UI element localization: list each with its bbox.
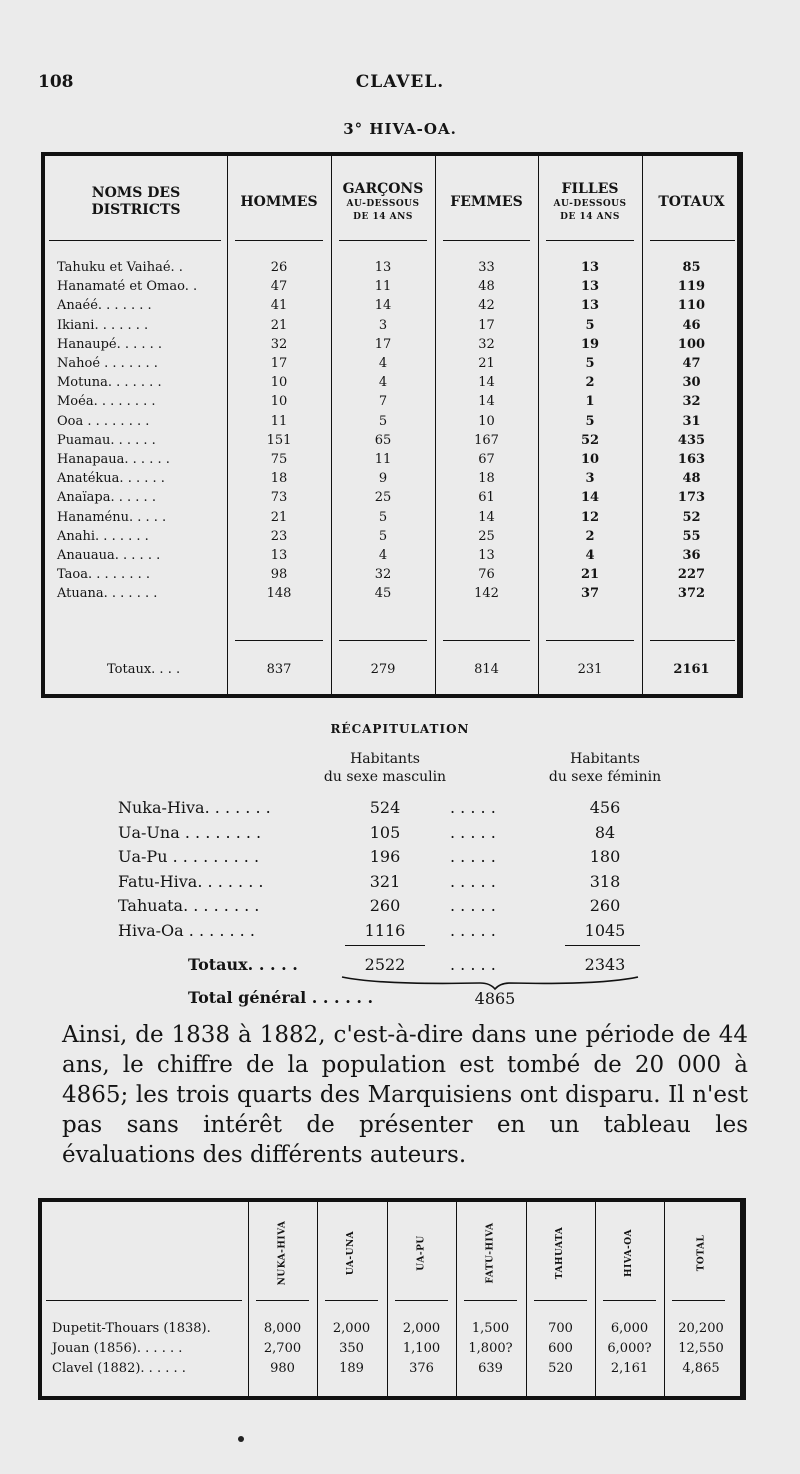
cell-totaux: 31 (682, 413, 701, 429)
header-tahuata: TAHUATA (555, 1226, 566, 1280)
district-name: Anauaua. . . . . . (57, 548, 161, 563)
table-row (45, 260, 737, 275)
cell-filles: 4 (585, 548, 595, 563)
recap-female: 260 (589, 896, 621, 915)
cell-value: 2,000 (332, 1321, 371, 1336)
cell-hommes: 17 (270, 356, 288, 371)
recap-male: 196 (369, 847, 401, 866)
cell-hommes: 11 (270, 413, 288, 429)
cell-totaux: 173 (677, 490, 706, 506)
district-name: Taoa. . . . . . . . (57, 567, 150, 583)
body-paragraph: Ainsi, de 1838 à 1882, c'est-à-dire dans une période de 44 ans, le chiffre de la population est tombé de 20 000 à 4865; les trois quarts des Marquisiens ont disparu. Il n'est pas sans intérêt de présenter en un tableau les évaluations des différents auteurs. (62, 1022, 748, 1168)
district-name: Ooa . . . . . . . . (57, 413, 150, 429)
cell-value: 1,500 (471, 1321, 510, 1336)
cell-femmes: 13 (478, 548, 495, 563)
cell-totaux: 435 (677, 432, 706, 448)
recap-dots: . . . . . (450, 871, 496, 891)
recap-row (0, 872, 800, 896)
table-row (45, 548, 737, 563)
recap-male: 105 (369, 822, 401, 842)
table-row (45, 279, 737, 294)
recap-male: 321 (369, 871, 401, 891)
recap-totals-female: 2343 (584, 955, 626, 974)
cell-totaux: 163 (677, 452, 706, 467)
recap-row (0, 798, 800, 822)
header-totaux: TOTAUX (658, 193, 725, 210)
cell-garcons: 4 (378, 548, 388, 563)
recap-dots: . . . . . (450, 798, 496, 817)
table-row (45, 490, 737, 505)
cell-garcons: 3 (378, 317, 388, 333)
cell-value: 350 (339, 1341, 364, 1356)
cell-garcons: 17 (374, 336, 392, 352)
totals-garcons: 279 (370, 662, 396, 677)
district-name: Atuana. . . . . . . (57, 586, 158, 602)
cell-value: 4,865 (682, 1361, 720, 1376)
recap-label: Tahuata. . . . . . . . (118, 896, 260, 915)
recap-label: Fatu-Hiva. . . . . . . (118, 871, 264, 891)
cell-hommes: 23 (270, 528, 288, 544)
running-title: CLAVEL. (355, 72, 445, 92)
cell-femmes: 67 (478, 452, 495, 467)
header-garcons: GARÇONS AU-DESSOUS DE 14 ANS (342, 180, 424, 222)
cell-femmes: 17 (478, 317, 495, 333)
table-row (42, 1320, 740, 1338)
recap-totals-dots: . . . . . (450, 955, 496, 974)
cell-filles: 37 (580, 586, 600, 602)
cell-garcons: 5 (378, 528, 388, 544)
header-femmes: FEMMES (450, 193, 523, 210)
page-mark (238, 1436, 244, 1442)
cell-garcons: 25 (374, 490, 392, 506)
cell-garcons: 32 (374, 567, 392, 583)
cell-hommes: 41 (270, 298, 288, 314)
cell-totaux: 47 (682, 356, 701, 371)
cell-garcons: 4 (378, 356, 388, 371)
cell-hommes: 73 (270, 490, 288, 506)
table-row (45, 356, 737, 371)
cell-garcons: 11 (374, 452, 392, 467)
header-ua-pu: UA-PU (416, 1235, 427, 1271)
authors-table (38, 1198, 746, 1400)
table-row (45, 510, 737, 525)
totals-hommes: 837 (266, 662, 292, 677)
table-row (45, 586, 737, 601)
cell-value: 520 (548, 1361, 573, 1376)
cell-value: 2,000 (402, 1321, 441, 1336)
cell-femmes: 142 (474, 586, 499, 602)
cell-femmes: 14 (478, 394, 495, 410)
cell-totaux: 36 (682, 548, 701, 563)
recap-totals-label: Totaux. . . . . (188, 955, 298, 974)
cell-femmes: 167 (474, 432, 499, 448)
table-row (45, 394, 737, 409)
table-row (45, 375, 737, 390)
district-name: Hanaupé. . . . . . (57, 336, 163, 352)
cell-garcons: 9 (378, 471, 388, 487)
cell-value: 20,200 (678, 1321, 724, 1336)
recap-label: Ua-Una . . . . . . . . (118, 822, 262, 842)
cell-hommes: 18 (270, 471, 288, 487)
recap-female: 84 (594, 822, 616, 842)
cell-hommes: 21 (270, 317, 288, 333)
cell-garcons: 45 (374, 586, 392, 602)
cell-filles: 14 (580, 490, 600, 506)
cell-filles: 21 (580, 567, 600, 583)
cell-hommes: 98 (270, 567, 288, 583)
cell-value: 639 (478, 1361, 503, 1376)
cell-filles: 5 (585, 413, 595, 429)
district-table (41, 152, 743, 698)
district-name: Anatékua. . . . . . (57, 471, 165, 487)
cell-femmes: 14 (478, 509, 495, 525)
table-row (45, 471, 737, 486)
recap-row (0, 921, 800, 945)
table-row (45, 298, 737, 313)
cell-value: 8,000 (263, 1321, 302, 1336)
district-name: Moéa. . . . . . . . (57, 394, 156, 410)
cell-filles: 2 (585, 375, 595, 391)
cell-totaux: 55 (682, 528, 701, 544)
cell-value: 2,700 (263, 1341, 302, 1356)
cell-garcons: 4 (378, 375, 388, 391)
totals-label: Totaux. . . . (107, 662, 181, 677)
table-row (42, 1360, 740, 1378)
cell-filles: 19 (580, 336, 600, 352)
recap-female: 1045 (584, 920, 626, 940)
district-name: Motuna. . . . . . . (57, 375, 162, 391)
cell-femmes: 25 (478, 528, 495, 544)
recap-male: 524 (369, 798, 401, 817)
cell-hommes: 13 (270, 548, 288, 563)
header-nuka-hiva: NUKA-HIVA (277, 1220, 288, 1286)
district-name: Anahi. . . . . . . (57, 528, 149, 544)
cell-value: 6,000 (610, 1321, 649, 1336)
recap-female: 456 (589, 798, 621, 817)
cell-hommes: 26 (270, 260, 288, 275)
cell-hommes: 10 (270, 394, 288, 410)
cell-filles: 2 (585, 528, 595, 544)
recap-header-female: Habitants du sexe féminin (548, 751, 662, 785)
cell-garcons: 14 (374, 298, 392, 314)
recap-female: 180 (589, 847, 621, 866)
cell-totaux: 46 (682, 317, 701, 333)
totals-filles: 231 (577, 662, 603, 677)
header-filles: FILLES AU-DESSOUS DE 14 ANS (553, 180, 627, 222)
cell-value: 12,550 (678, 1341, 724, 1356)
cell-hommes: 10 (270, 375, 288, 391)
page-number: 108 (38, 72, 74, 92)
cell-hommes: 32 (270, 336, 288, 352)
recap-title: RÉCAPITULATION (330, 722, 470, 736)
table-row (45, 318, 737, 333)
cell-totaux: 30 (682, 375, 701, 391)
totals-totaux: 2161 (673, 662, 710, 677)
cell-garcons: 65 (374, 432, 392, 448)
cell-femmes: 42 (478, 298, 495, 314)
cell-femmes: 32 (478, 336, 495, 352)
table-row (45, 529, 737, 544)
recap-label: Hiva-Oa . . . . . . . (118, 920, 255, 940)
recap-male: 260 (369, 896, 401, 915)
cell-filles: 13 (580, 298, 600, 314)
cell-value: 600 (548, 1341, 573, 1356)
recap-row (0, 896, 800, 920)
cell-totaux: 119 (677, 279, 706, 295)
table-row (45, 433, 737, 448)
recap-row (0, 823, 800, 847)
cell-value: 6,000? (607, 1341, 652, 1356)
cell-hommes: 47 (270, 279, 288, 295)
cell-femmes: 61 (478, 490, 495, 506)
cell-totaux: 85 (682, 260, 701, 275)
header-hommes: HOMMES (240, 193, 318, 210)
cell-filles: 5 (585, 317, 595, 333)
cell-hommes: 151 (266, 432, 292, 448)
cell-totaux: 52 (682, 509, 701, 525)
cell-garcons: 13 (374, 260, 392, 275)
cell-totaux: 32 (682, 394, 701, 410)
cell-value: 980 (270, 1361, 295, 1376)
table-row (45, 567, 737, 582)
cell-femmes: 33 (478, 260, 495, 275)
cell-filles: 13 (580, 279, 600, 295)
table-row (42, 1340, 740, 1358)
cell-femmes: 18 (478, 471, 495, 487)
cell-filles: 10 (580, 452, 600, 467)
recap-header-male: Habitants du sexe masculin (323, 751, 447, 785)
recap-general-value: 4865 (474, 989, 516, 1008)
district-name: Anaïapa. . . . . . (57, 490, 156, 506)
cell-value: 376 (409, 1361, 434, 1376)
district-name: Nahoé . . . . . . . (57, 356, 158, 371)
recap-dots: . . . . . (450, 847, 496, 866)
recap-label: Nuka-Hiva. . . . . . . (118, 798, 271, 817)
cell-value: 1,100 (402, 1341, 441, 1356)
cell-femmes: 76 (478, 567, 495, 583)
header-hiva-oa: HIVA-OA (624, 1228, 635, 1278)
header-fatu-hiva: FATU-HIVA (485, 1222, 496, 1284)
table-row (45, 452, 737, 467)
cell-garcons: 5 (378, 413, 388, 429)
cell-hommes: 21 (270, 509, 288, 525)
district-name: Puamau. . . . . . (57, 432, 156, 448)
cell-totaux: 48 (682, 471, 701, 487)
district-name: Hanapaua. . . . . . (57, 452, 170, 467)
header-ua-una: UA-UNA (346, 1230, 357, 1276)
recap-general-label: Total général . . . . . . (188, 988, 374, 1007)
totals-femmes: 814 (474, 662, 499, 677)
recap-label: Ua-Pu . . . . . . . . . (118, 847, 260, 866)
cell-garcons: 5 (378, 509, 388, 525)
cell-garcons: 7 (378, 394, 388, 410)
cell-filles: 3 (585, 471, 595, 487)
cell-femmes: 10 (478, 413, 495, 429)
table-row (45, 337, 737, 352)
table-row (45, 414, 737, 429)
district-name: Anaéé. . . . . . . (57, 298, 152, 314)
section-title: 3° HIVA-OA. (343, 120, 457, 138)
cell-filles: 52 (580, 432, 600, 448)
cell-filles: 5 (585, 356, 595, 371)
author-name: Jouan (1856). . . . . . (52, 1341, 183, 1356)
recap-totals-male: 2522 (364, 955, 406, 974)
recap-male: 1116 (364, 920, 406, 940)
district-name: Tahuku et Vaihaé. . (57, 260, 183, 275)
district-name: Hanaménu. . . . . (57, 509, 167, 525)
cell-totaux: 110 (677, 298, 706, 314)
recap-dots: . . . . . (450, 920, 496, 940)
district-name: Ikiani. . . . . . . (57, 317, 149, 333)
cell-filles: 13 (580, 260, 600, 275)
cell-totaux: 100 (677, 336, 706, 352)
cell-hommes: 75 (270, 452, 288, 467)
cell-filles: 12 (580, 509, 600, 525)
cell-hommes: 148 (266, 586, 292, 602)
author-name: Clavel (1882). . . . . . (52, 1361, 186, 1376)
cell-garcons: 11 (374, 279, 392, 295)
cell-value: 189 (339, 1361, 364, 1376)
cell-filles: 1 (585, 394, 595, 410)
author-name: Dupetit-Thouars (1838). (52, 1321, 211, 1336)
cell-value: 1,800? (468, 1341, 513, 1356)
recap-row (0, 847, 800, 871)
cell-totaux: 372 (677, 586, 706, 602)
cell-value: 2,161 (610, 1361, 649, 1376)
cell-value: 700 (548, 1321, 573, 1336)
cell-totaux: 227 (677, 567, 706, 583)
cell-femmes: 14 (478, 375, 495, 391)
header-total: TOTAL (696, 1234, 706, 1272)
district-name: Hanamaté et Omao. . (57, 279, 198, 295)
recap-dots: . . . . . (450, 896, 496, 915)
cell-femmes: 21 (478, 356, 495, 371)
header-districts: NOMS DES DISTRICTS (91, 185, 181, 218)
cell-femmes: 48 (478, 279, 495, 295)
recap-female: 318 (589, 871, 621, 891)
recap-dots: . . . . . (450, 822, 496, 842)
